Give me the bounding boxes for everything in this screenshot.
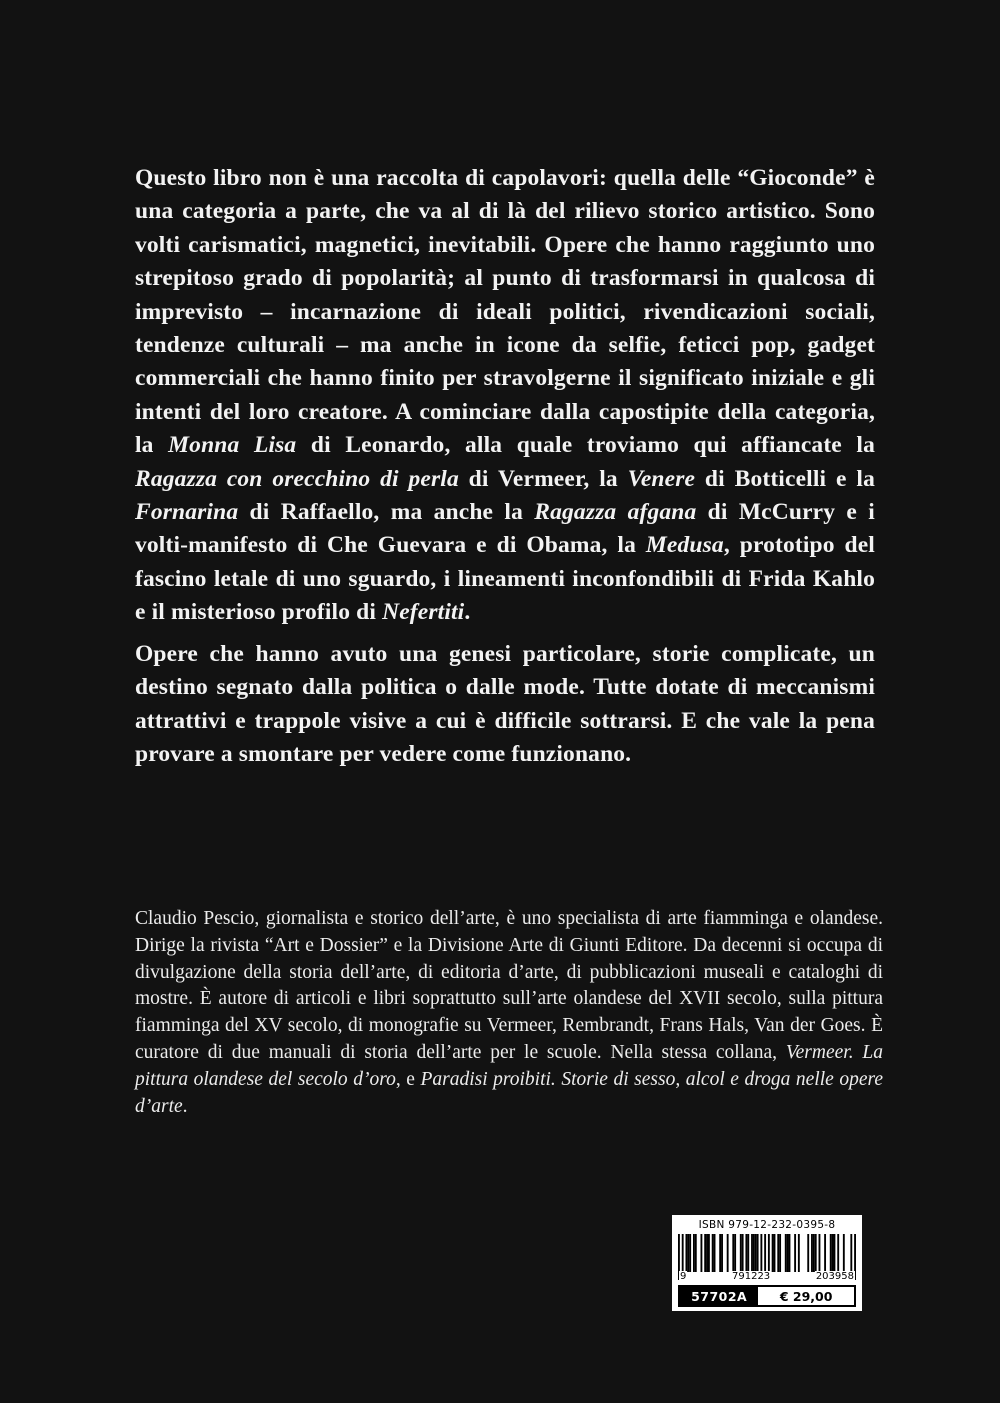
text-run: , e — [395, 1068, 421, 1090]
title-italic: Paradisi proibiti. Storie di sesso, alcol e droga nelle opere d’arte — [135, 1068, 884, 1117]
title-italic: Monna Lisa — [168, 432, 297, 459]
price-row — [678, 1285, 856, 1307]
edition-code: 57702A — [680, 1287, 758, 1305]
barcode-digit-group: 203958 — [815, 1271, 854, 1282]
text-run: di Botticelli e la — [695, 465, 875, 492]
title-italic: Fornarina — [135, 499, 239, 526]
barcode-digit-group: 791223 — [732, 1271, 771, 1282]
text-run: . — [464, 599, 471, 626]
isbn-barcode-block — [672, 1215, 862, 1311]
text-run: di Vermeer, la — [458, 465, 628, 492]
text-run: di Raffaello, ma anche la — [238, 499, 535, 526]
title-italic: Medusa — [645, 532, 724, 559]
blurb-paragraph-1 — [135, 162, 875, 630]
text-run: Claudio Pescio, giornalista e storico dell’arte, è uno specialista di arte fiamminga e olandese. Dirige la rivista “Art e Dossier” e la Divisione Arte di Giunti Editore. Da decenni si occupa di divulgazione della storia dell’arte, di editoria d’arte, di pubblicazioni museali e cataloghi di mostre. È autore di articoli e libri soprattutto sull’arte olandese del XVII secolo, sulla pittura fiamminga del XV secolo, di monografie su Vermeer, Rembrandt, Frans Hals, Van der Goes. È curatore di due manuali di storia dell’arte per le scuole. Nella stessa collana, — [135, 908, 883, 1063]
blurb-paragraph-2: Opere che hanno avuto una genesi particolare, storie complicate, un destino segnato dalla politica o dalle mode. Tutte dotate di meccanismi attrattivi e trappole visive a cui è difficile sottrarsi. E che vale la pena provare a smontare per vedere come funzionano. — [135, 640, 875, 767]
text-run: . — [182, 1095, 188, 1117]
text-run: , prototipo del fascino letale di uno sguardo, i lineamenti inconfondibili di Frida Kahlo e il misterioso profilo di — [135, 532, 875, 626]
barcode-digit-group: 9 — [680, 1271, 687, 1282]
blurb — [135, 162, 875, 771]
text-run: di Leonardo, alla quale troviamo qui affiancate la — [296, 432, 875, 459]
text-run: di McCurry e i volti-manifesto di Che Guevara e di Obama, la — [135, 499, 875, 559]
barcode-digits — [678, 1271, 856, 1282]
title-italic: Vermeer. La pittura olandese del secolo d’oro — [135, 1041, 883, 1090]
title-italic: Venere — [627, 465, 696, 492]
price: € 29,00 — [758, 1287, 854, 1305]
author-bio — [135, 906, 883, 1120]
title-italic: Ragazza afgana — [534, 499, 697, 526]
isbn-label: ISBN 979-12-232-0395-8 — [698, 1219, 836, 1231]
title-italic: Ragazza con orecchino di perla — [135, 465, 459, 492]
title-italic: Nefertiti — [382, 599, 465, 626]
text-run: Questo libro non è una raccolta di capolavori: quella delle “Gioconde” è una categoria a parte, che va al di là del rilievo storico artistico. Sono volti carismatici, magnetici, inevitabili. Opere che hanno raggiunto uno strepitoso grado di popolarità; al punto di trasformarsi in qualcosa di imprevisto – incarnazione di ideali politici, rivendicazioni sociali, tendenze culturali – ma anche in icone da selfie, feticci pop, gadget commerciali che hanno finito per stravolgerne il significato iniziale e gli intenti del loro creatore. A cominciare dalla capostipite della categoria, la — [135, 165, 875, 459]
